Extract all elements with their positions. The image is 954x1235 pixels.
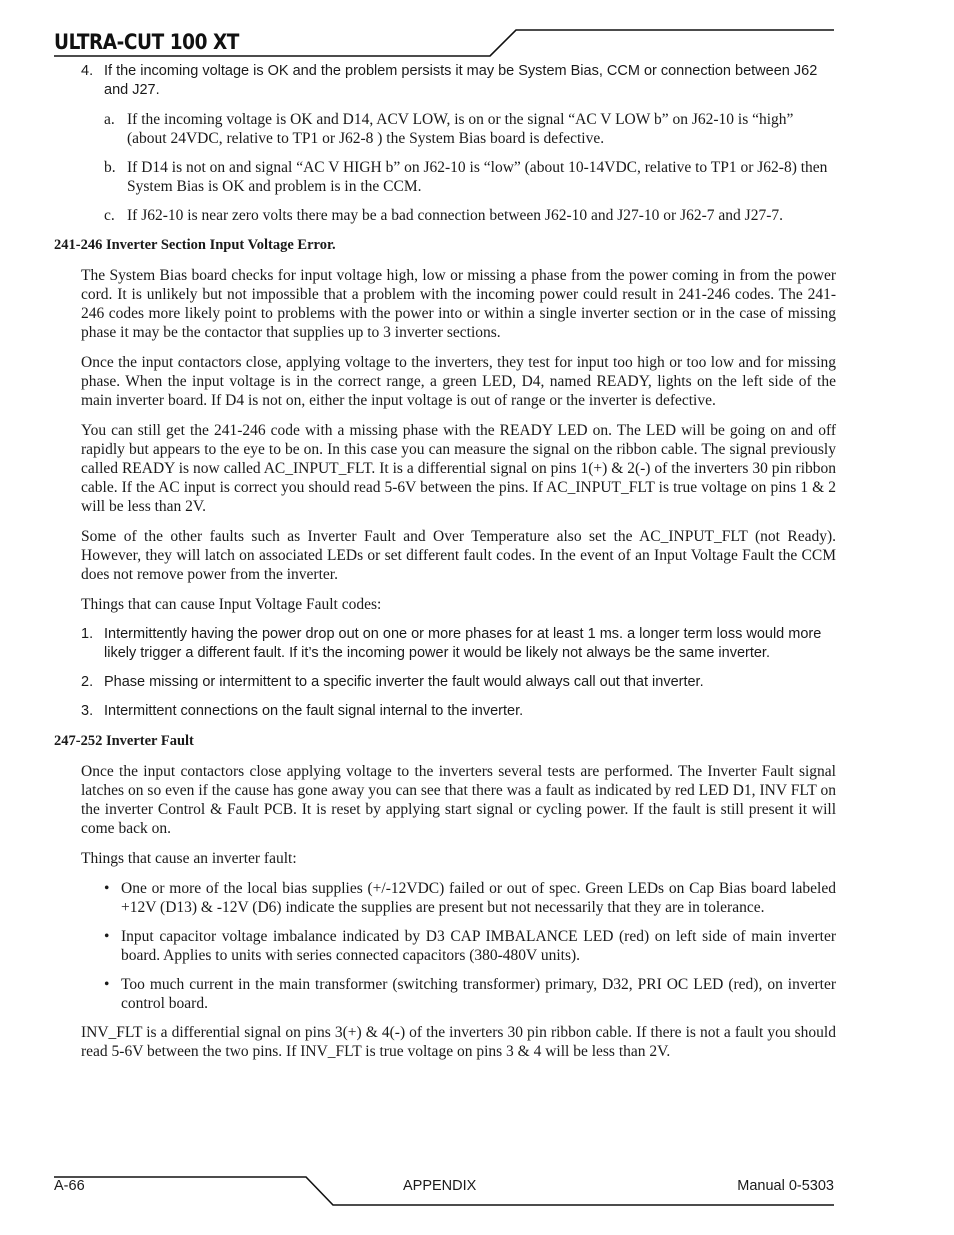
list-item-text: If the incoming voltage is OK and the problem persists it may be System Bias, CCM or connection between J62 and J27. <box>104 63 818 98</box>
list-item-text: If J62-10 is near zero volts there may be a bad connection between J62-10 and J27-10 or J62-7 and J27-7. <box>127 207 783 224</box>
paragraph: Things that can cause Input Voltage Fault codes: <box>81 596 382 613</box>
paragraph: INV_FLT is a differential signal on pins 3(+) & 4(-) of the inverters 30 pin ribbon cable. If there is not a fault you should read 5-6V between the two pins. If INV_FLT is true voltage on pins 3 & 4 will be less than 2V. <box>81 1024 836 1060</box>
footer-page-number: A-66 <box>54 1178 85 1194</box>
section-heading: 247-252 Inverter Fault <box>54 733 194 749</box>
list-item-text: Intermittent connections on the fault signal internal to the inverter. <box>104 703 524 719</box>
list-marker: c. <box>104 207 115 224</box>
bullet-marker: • <box>104 880 110 897</box>
footer-manual: Manual 0-5303 <box>737 1178 834 1194</box>
section-heading: 241-246 Inverter Section Input Voltage Error. <box>54 237 336 253</box>
list-marker: 4. <box>81 63 94 79</box>
sub-item-b <box>0 158 954 196</box>
bullet-text: Too much current in the main transformer (switching transformer) primary, D32, PRI OC LED (red), on inverter control board. <box>121 976 836 1012</box>
bullet-marker: • <box>104 976 110 993</box>
bullet-text: Input capacitor voltage imbalance indicated by D3 CAP IMBALANCE LED (red) on left side of main inverter board. Applies to units with series connected capacitors (380-480V units). <box>121 928 836 964</box>
bullet-item <box>0 879 954 917</box>
list-item-text: Phase missing or intermittent to a specific inverter the fault would always call out that inverter. <box>104 674 704 690</box>
list-item <box>0 702 954 721</box>
footer-section: APPENDIX <box>403 1178 477 1194</box>
bullet-item <box>0 927 954 965</box>
bullet-item <box>0 975 954 1013</box>
paragraph: The System Bias board checks for input voltage high, low or missing a phase from the power coming in from the power cord. It is unlikely but not impossible that a problem with the incoming power could result in 241-246 codes. The 241-246 codes more likely point to problems with the power into or within a single inverter section or in the case of missing phase it may be the contactor that supplies up to 3 inverter sections. <box>81 267 836 341</box>
paragraph: You can still get the 241-246 code with a missing phase with the READY LED on. The LED will be going on and off rapidly but appears to the eye to be on. In this case you can measure the signal on the ribbon cable. The signal previously called READY is now called AC_INPUT_FLT. It is a differential signal on pins 1(+) & 2(-) of the inverters 30 pin ribbon cable. If the AC input is correct you should read 5-6V between the pins. If AC_INPUT_FLT is true voltage on pins 1 & 2 will be less than 2V. <box>81 422 836 515</box>
list-marker: 1. <box>81 626 94 642</box>
bullet-marker: • <box>104 928 110 945</box>
list-item <box>0 673 954 692</box>
page-body <box>0 62 954 1061</box>
bullet-text: One or more of the local bias supplies (+/-12VDC) failed or out of spec. Green LEDs on Cap Bias board labeled +12V (D13) & -12V (D6) indicate the supplies are present but not necessarily that they are in tolerance. <box>121 880 836 916</box>
sub-item-a <box>0 110 954 148</box>
list-item-text: Intermittently having the power drop out on one or more phases for at least 1 ms. a longer term loss would more likely trigger a different fault. If it’s the incoming power it would be likely not always be the same inverter. <box>104 626 822 661</box>
list-item-text: If D14 is not on and signal “AC V HIGH b” on J62-10 is “low” (about 10-14VDC, relative to TP1 or J62-8) then System Bias is OK and problem is in the CCM. <box>127 159 828 195</box>
sub-item-c <box>0 206 954 225</box>
list-item-text: If the incoming voltage is OK and D14, ACV LOW, is on or the signal “AC V LOW b” on J62-10 is “high” (about 24VDC, relative to TP1 or J62-8 ) the System Bias board is defective. <box>127 111 794 147</box>
paragraph: Some of the other faults such as Inverter Fault and Over Temperature also set the AC_INPUT_FLT (not Ready). However, they will latch on associated LEDs or set different fault codes. In the event of an Input Voltage Fault the CCM does not remove power from the inverter. <box>81 528 836 583</box>
list-marker: 2. <box>81 674 94 690</box>
list-marker: a. <box>104 111 115 128</box>
paragraph: Once the input contactors close, applying voltage to the inverters, they test for input too high or too low and for missing phase. When the input voltage is in the correct range, a green LED, D4, named READY, lights on the left side of the main inverter board. If D4 is not on, either the input voltage is out of range or the inverter is defective. <box>81 354 836 409</box>
paragraph: Things that cause an inverter fault: <box>81 850 297 867</box>
paragraph: Once the input contactors close applying voltage to the inverters several tests are performed. The Inverter Fault signal latches on so even if the cause has gone away you can see that there was a fault as indicated by red LED D1, INV FLT on the inverter Control & Fault PCB. It is reset by applying start signal or cycling power. If the fault is still present it will come back on. <box>81 763 836 837</box>
list-item <box>0 625 954 663</box>
list-marker: 3. <box>81 703 94 719</box>
header-title: ULTRA-CUT 100 XT <box>54 30 239 54</box>
list-marker: b. <box>104 159 116 176</box>
intro-item <box>0 62 954 100</box>
